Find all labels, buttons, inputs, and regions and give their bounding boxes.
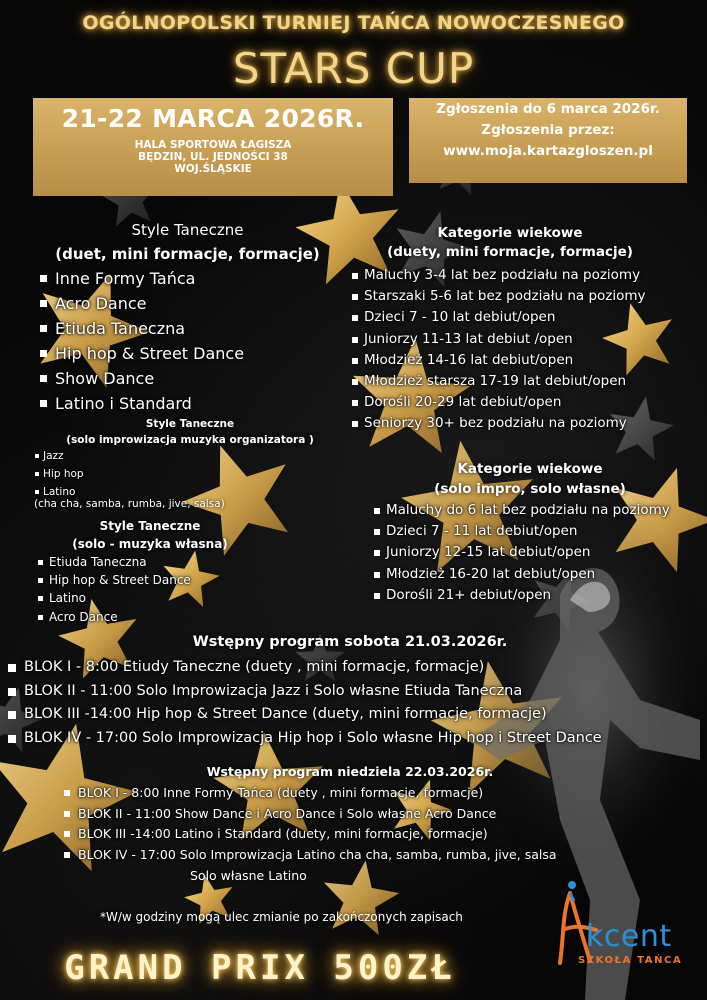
solo-impro-latino-note: (cha cha, samba, rumba, jive, salsa) bbox=[34, 498, 225, 510]
list-item: BLOK II - 11:00 Solo Improwizacja Jazz i Solo własne Etiuda Taneczna bbox=[8, 680, 602, 704]
grand-prix: GRAND PRIX 500ZŁ bbox=[64, 948, 456, 988]
styles-group-header bbox=[30, 218, 345, 266]
list-item: BLOK III -14:00 Latino i Standard (duety, mini formacje, formacje) bbox=[64, 824, 557, 845]
venue-line: WOJ.ŚLĄSKIE bbox=[174, 163, 252, 175]
list-item: BLOK I - 8:00 Inne Formy Tańca (duety , mini formacje, formacje) bbox=[64, 783, 557, 804]
registration-via: Zgłoszenia przez: bbox=[481, 122, 615, 138]
program-saturday-list bbox=[8, 656, 602, 750]
logo-tagline: SZKOŁA TAŃCA bbox=[578, 955, 683, 966]
styles-solo-own-list bbox=[38, 553, 191, 626]
list-item: Młodzież starsza 17-19 lat debiut/open bbox=[352, 371, 646, 392]
styles-solo-own-header bbox=[40, 517, 260, 553]
list-item: Starszaki 5-6 lat bez podziału na poziomy bbox=[352, 286, 646, 307]
list-item: Show Dance bbox=[40, 366, 244, 391]
list-item: Acro Dance bbox=[40, 291, 244, 316]
star-shape bbox=[324, 860, 399, 935]
program-saturday-title: Wstępny program sobota 21.03.2026r. bbox=[192, 634, 508, 650]
list-item: Hip hop & Street Dance bbox=[38, 571, 191, 589]
list-item: Inne Formy Tańca bbox=[40, 266, 244, 291]
age-group-header bbox=[360, 224, 660, 262]
list-item: BLOK III -14:00 Hip hop & Street Dance (duety, mini formacje, formacje) bbox=[8, 703, 602, 727]
event-dates: 21-22 MARCA 2026R. bbox=[61, 104, 365, 133]
styles-solo-impro-subtitle: (solo improwizacja muzyka organizatora ) bbox=[66, 434, 314, 446]
list-item: Dzieci 7 - 10 lat debiut/open bbox=[352, 307, 646, 328]
list-item: Etiuda Taneczna bbox=[40, 316, 244, 341]
age-group-subtitle: (duety, mini formacje, formacje) bbox=[387, 244, 633, 260]
age-solo-title: Kategorie wiekowe bbox=[457, 461, 603, 477]
list-item: Seniorzy 30+ bez podziału na poziomy bbox=[352, 413, 646, 434]
styles-solo-impro-title: Style Taneczne bbox=[145, 418, 235, 430]
akcent-logo bbox=[556, 875, 696, 985]
list-item: Jazz bbox=[35, 447, 84, 465]
title-line1: OGÓLNOPOLSKI TURNIEJ TAŃCA NOWOCZESNEGO bbox=[82, 12, 625, 34]
event-venue bbox=[33, 139, 393, 175]
styles-group-list bbox=[40, 266, 244, 416]
list-item: Dorośli 21+ debiut/open bbox=[374, 585, 670, 606]
list-item: Acro Dance bbox=[38, 608, 191, 626]
styles-solo-impro-list bbox=[35, 447, 84, 501]
list-item: Juniorzy 11-13 lat debiut /open bbox=[352, 329, 646, 350]
styles-solo-own-title: Style Taneczne bbox=[99, 519, 201, 533]
list-item: BLOK I - 8:00 Etiudy Taneczne (duety , mini formacje, formacje) bbox=[8, 656, 602, 680]
registration-deadline: Zgłoszenia do 6 marca 2026r. bbox=[436, 101, 660, 117]
styles-solo-own-subtitle: (solo - muzyka własna) bbox=[72, 537, 228, 551]
list-item: Młodzież 16-20 lat debiut/open bbox=[374, 564, 670, 585]
styles-solo-impro-header bbox=[40, 416, 340, 448]
venue-line: HALA SPORTOWA ŁAGISZA bbox=[134, 139, 292, 151]
event-info-box bbox=[33, 98, 393, 196]
age-solo-subtitle: (solo impro, solo własne) bbox=[434, 481, 626, 497]
footnote: *W/w godziny mogą ulec zmianie po zakończonych zapisach bbox=[100, 910, 463, 924]
list-item: Dzieci 7 - 11 lat debiut/open bbox=[374, 521, 670, 542]
list-item: Latino bbox=[38, 589, 191, 607]
age-group-title: Kategorie wiekowe bbox=[437, 225, 583, 241]
age-group-list bbox=[352, 265, 646, 435]
list-item: Maluchy 3-4 lat bez podziału na poziomy bbox=[352, 265, 646, 286]
styles-group-title: Style Taneczne bbox=[131, 221, 244, 239]
registration-box bbox=[409, 98, 687, 183]
age-solo-header bbox=[380, 459, 680, 499]
list-item: Latino i Standard bbox=[40, 391, 244, 416]
list-item: Dorośli 20-29 lat debiut/open bbox=[352, 392, 646, 413]
list-item: BLOK IV - 17:00 Solo Improwizacja Latino cha cha, samba, rumba, jive, salsa bbox=[64, 845, 557, 866]
registration-url: www.moja.kartazgloszen.pl bbox=[443, 143, 653, 159]
list-item: Juniorzy 12-15 lat debiut/open bbox=[374, 542, 670, 563]
list-item: Maluchy do 6 lat bez podziału na poziomy bbox=[374, 500, 670, 521]
title-stars-cup: STARS CUP bbox=[232, 44, 475, 93]
program-sunday-continuation: Solo własne Latino bbox=[190, 868, 307, 883]
list-item: BLOK IV - 17:00 Solo Improwizacja Hip hop i Solo własne Hip hop i Street Dance bbox=[8, 727, 602, 751]
venue-line: BĘDZIN, UL. JEDNOŚCI 38 bbox=[138, 151, 288, 163]
list-item: Hip hop & Street Dance bbox=[40, 341, 244, 366]
list-item: Etiuda Taneczna bbox=[38, 553, 191, 571]
list-item: Hip hop bbox=[35, 465, 84, 483]
program-sunday-title: Wstępny program niedziela 22.03.2026r. bbox=[206, 764, 494, 779]
styles-group-subtitle: (duet, mini formacje, formacje) bbox=[55, 245, 320, 263]
program-sunday-list bbox=[64, 783, 557, 865]
age-solo-list bbox=[374, 500, 670, 606]
list-item: BLOK II - 11:00 Show Dance i Acro Dance i Solo własne Acro Dance bbox=[64, 804, 557, 825]
list-item: Młodzież 14-16 lat debiut/open bbox=[352, 350, 646, 371]
list-item: Latino bbox=[35, 483, 84, 501]
logo-brand: kcent bbox=[586, 919, 672, 954]
